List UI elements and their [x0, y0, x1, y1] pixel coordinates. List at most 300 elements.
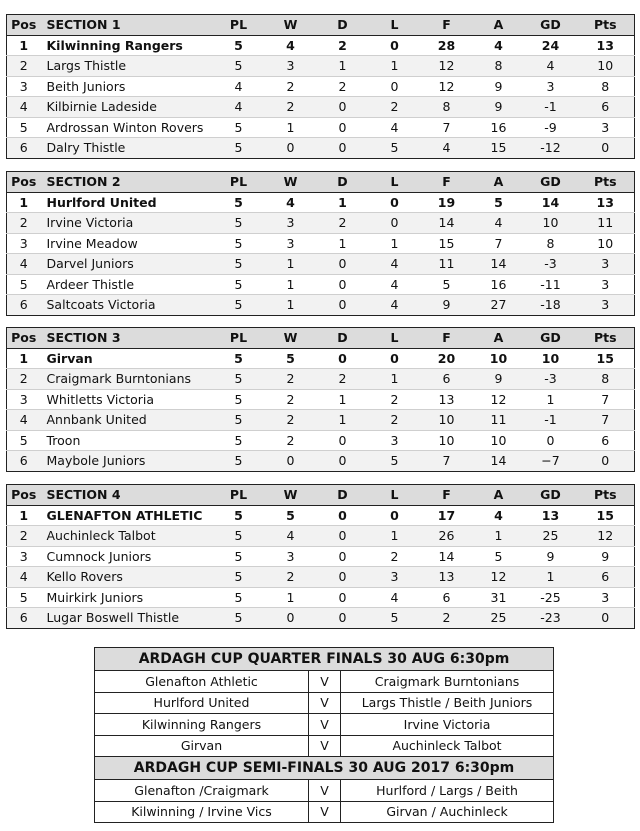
cell-pts: 13: [577, 192, 635, 213]
cell-f: 6: [421, 587, 473, 608]
away-team: Largs Thistle / Beith Juniors: [341, 692, 554, 714]
cell-team: Cumnock Juniors: [41, 546, 213, 567]
cell-gd: 10: [525, 213, 577, 234]
cell-gd: 3: [525, 76, 577, 97]
cell-pos: 5: [7, 274, 41, 295]
cell-gd: -1: [525, 97, 577, 118]
cell-d: 0: [317, 138, 369, 159]
cell-pos: 6: [7, 138, 41, 159]
table-row: [7, 369, 635, 390]
cell-a: 4: [473, 213, 525, 234]
section-title: SECTION 1: [41, 15, 213, 36]
cell-f: 7: [421, 117, 473, 138]
cell-w: 1: [265, 295, 317, 316]
cell-l: 0: [369, 213, 421, 234]
away-team: Hurlford / Largs / Beith: [341, 780, 554, 802]
cell-w: 2: [265, 76, 317, 97]
table-row: [7, 117, 635, 138]
cell-gd: 13: [525, 505, 577, 526]
cell-l: 1: [369, 369, 421, 390]
cell-pts: 12: [577, 526, 635, 547]
cell-f: 14: [421, 546, 473, 567]
cell-f: 10: [421, 430, 473, 451]
cell-team: Craigmark Burntonians: [41, 369, 213, 390]
cell-d: 1: [317, 389, 369, 410]
cell-gd: -1: [525, 410, 577, 431]
cell-d: 1: [317, 410, 369, 431]
cell-f: 28: [421, 35, 473, 56]
cell-l: 0: [369, 192, 421, 213]
cell-l: 3: [369, 430, 421, 451]
cell-pl: 5: [213, 35, 265, 56]
cell-f: 17: [421, 505, 473, 526]
cell-team: Ardrossan Winton Rovers: [41, 117, 213, 138]
cell-gd: 24: [525, 35, 577, 56]
cell-f: 10: [421, 410, 473, 431]
cell-l: 2: [369, 546, 421, 567]
cell-d: 2: [317, 35, 369, 56]
table-row: [7, 295, 635, 316]
cell-f: 11: [421, 254, 473, 275]
cell-gd: 9: [525, 546, 577, 567]
semi-finals-title: ARDAGH CUP SEMI-FINALS 30 AUG 2017 6:30pm: [95, 757, 554, 780]
col-pos: Pos: [7, 485, 41, 506]
cell-pts: 3: [577, 117, 635, 138]
cell-a: 5: [473, 192, 525, 213]
col-gd: GD: [525, 328, 577, 349]
versus: V: [309, 801, 341, 823]
table-row: [7, 274, 635, 295]
col-pl: PL: [213, 328, 265, 349]
cell-w: 1: [265, 587, 317, 608]
cell-f: 12: [421, 56, 473, 77]
cell-gd: -9: [525, 117, 577, 138]
cell-a: 1: [473, 526, 525, 547]
table-row: [7, 233, 635, 254]
col-a: A: [473, 15, 525, 36]
cell-w: 2: [265, 97, 317, 118]
cell-a: 15: [473, 138, 525, 159]
cell-pts: 6: [577, 567, 635, 588]
cell-gd: 10: [525, 348, 577, 369]
col-f: F: [421, 15, 473, 36]
cell-w: 2: [265, 410, 317, 431]
cell-gd: -25: [525, 587, 577, 608]
versus: V: [309, 735, 341, 757]
section-title: SECTION 3: [41, 328, 213, 349]
cell-pos: 1: [7, 192, 41, 213]
cell-a: 10: [473, 430, 525, 451]
cell-f: 9: [421, 295, 473, 316]
versus: V: [309, 714, 341, 736]
col-l: L: [369, 15, 421, 36]
col-f: F: [421, 485, 473, 506]
cell-team: Irvine Victoria: [41, 213, 213, 234]
fixture-row: [95, 671, 554, 693]
cell-d: 2: [317, 76, 369, 97]
cell-f: 14: [421, 213, 473, 234]
col-d: D: [317, 485, 369, 506]
cell-a: 27: [473, 295, 525, 316]
cell-d: 2: [317, 369, 369, 390]
cell-gd: -3: [525, 254, 577, 275]
cell-gd: 1: [525, 389, 577, 410]
cell-pl: 5: [213, 348, 265, 369]
cell-d: 0: [317, 608, 369, 629]
cell-f: 12: [421, 76, 473, 97]
home-team: Kilwinning Rangers: [95, 714, 309, 736]
ardagh-cup-fixtures: [94, 647, 554, 823]
cell-pl: 4: [213, 97, 265, 118]
cell-l: 5: [369, 138, 421, 159]
col-w: W: [265, 15, 317, 36]
table-header: [7, 172, 635, 193]
cell-pts: 8: [577, 76, 635, 97]
cell-w: 3: [265, 56, 317, 77]
cell-a: 4: [473, 505, 525, 526]
cell-f: 15: [421, 233, 473, 254]
table-row: [7, 192, 635, 213]
cell-l: 5: [369, 451, 421, 472]
cell-f: 4: [421, 138, 473, 159]
cell-pl: 5: [213, 369, 265, 390]
col-w: W: [265, 328, 317, 349]
cell-gd: -12: [525, 138, 577, 159]
cell-pl: 5: [213, 526, 265, 547]
col-f: F: [421, 328, 473, 349]
cell-w: 5: [265, 505, 317, 526]
cell-d: 1: [317, 192, 369, 213]
cell-w: 1: [265, 274, 317, 295]
col-a: A: [473, 328, 525, 349]
cell-pts: 3: [577, 587, 635, 608]
cell-d: 1: [317, 233, 369, 254]
cell-pl: 5: [213, 56, 265, 77]
cell-gd: 1: [525, 567, 577, 588]
fixture-row: [95, 780, 554, 802]
cell-team: Lugar Boswell Thistle: [41, 608, 213, 629]
col-w: W: [265, 172, 317, 193]
cell-pos: 2: [7, 526, 41, 547]
cell-a: 9: [473, 76, 525, 97]
cell-pl: 5: [213, 567, 265, 588]
table-row: [7, 505, 635, 526]
home-team: Glenafton Athletic: [95, 671, 309, 693]
cell-l: 0: [369, 505, 421, 526]
cell-pts: 10: [577, 233, 635, 254]
col-l: L: [369, 485, 421, 506]
versus: V: [309, 780, 341, 802]
cell-pos: 3: [7, 389, 41, 410]
table-row: [7, 138, 635, 159]
section-title: SECTION 4: [41, 485, 213, 506]
cell-team: GLENAFTON ATHLETIC: [41, 505, 213, 526]
cell-d: 0: [317, 117, 369, 138]
cell-a: 4: [473, 35, 525, 56]
cell-pl: 5: [213, 274, 265, 295]
table-row: [7, 254, 635, 275]
fixture-row: [95, 692, 554, 714]
cell-w: 4: [265, 192, 317, 213]
cell-pl: 5: [213, 505, 265, 526]
cell-team: Beith Juniors: [41, 76, 213, 97]
home-team: Girvan: [95, 735, 309, 757]
cell-a: 10: [473, 348, 525, 369]
col-a: A: [473, 172, 525, 193]
cell-d: 0: [317, 451, 369, 472]
table-header: [7, 485, 635, 506]
cell-a: 8: [473, 56, 525, 77]
cell-l: 4: [369, 254, 421, 275]
table-header: [7, 15, 635, 36]
section-1-table: [6, 14, 635, 159]
home-team: Kilwinning / Irvine Vics: [95, 801, 309, 823]
cell-l: 1: [369, 233, 421, 254]
col-d: D: [317, 172, 369, 193]
cell-pl: 5: [213, 213, 265, 234]
cell-pts: 3: [577, 295, 635, 316]
cell-pos: 2: [7, 213, 41, 234]
col-l: L: [369, 172, 421, 193]
cell-pos: 4: [7, 97, 41, 118]
col-gd: GD: [525, 15, 577, 36]
table-row: [7, 567, 635, 588]
cell-pts: 7: [577, 410, 635, 431]
col-pts: Pts: [577, 485, 635, 506]
col-pts: Pts: [577, 15, 635, 36]
table-row: [7, 35, 635, 56]
cell-team: Hurlford United: [41, 192, 213, 213]
section-4-table: [6, 484, 635, 629]
cell-d: 0: [317, 295, 369, 316]
cell-pts: 0: [577, 608, 635, 629]
col-w: W: [265, 485, 317, 506]
cell-pts: 3: [577, 254, 635, 275]
table-row: [7, 608, 635, 629]
cell-d: 0: [317, 254, 369, 275]
cell-l: 4: [369, 295, 421, 316]
cell-w: 1: [265, 117, 317, 138]
fixture-row: [95, 735, 554, 757]
cell-w: 1: [265, 254, 317, 275]
cell-pos: 2: [7, 369, 41, 390]
cell-gd: 14: [525, 192, 577, 213]
cell-a: 14: [473, 451, 525, 472]
cell-l: 2: [369, 389, 421, 410]
cell-d: 0: [317, 567, 369, 588]
cell-gd: −7: [525, 451, 577, 472]
away-team: Girvan / Auchinleck: [341, 801, 554, 823]
cell-team: Muirkirk Juniors: [41, 587, 213, 608]
cell-gd: -23: [525, 608, 577, 629]
cell-pos: 6: [7, 608, 41, 629]
cell-pl: 5: [213, 233, 265, 254]
cell-a: 9: [473, 97, 525, 118]
col-f: F: [421, 172, 473, 193]
cell-d: 0: [317, 526, 369, 547]
cell-pts: 3: [577, 274, 635, 295]
section-2-table: [6, 171, 635, 316]
cell-f: 6: [421, 369, 473, 390]
cell-pos: 5: [7, 117, 41, 138]
col-pos: Pos: [7, 15, 41, 36]
cell-pl: 5: [213, 587, 265, 608]
cell-pl: 5: [213, 410, 265, 431]
cell-pts: 7: [577, 389, 635, 410]
cell-d: 0: [317, 348, 369, 369]
cell-l: 4: [369, 117, 421, 138]
cell-a: 11: [473, 410, 525, 431]
cell-team: Ardeer Thistle: [41, 274, 213, 295]
cell-pos: 5: [7, 430, 41, 451]
table-row: [7, 76, 635, 97]
versus: V: [309, 671, 341, 693]
col-pos: Pos: [7, 328, 41, 349]
cell-w: 3: [265, 233, 317, 254]
cell-pos: 4: [7, 567, 41, 588]
col-pts: Pts: [577, 328, 635, 349]
cell-d: 0: [317, 587, 369, 608]
cell-team: Kello Rovers: [41, 567, 213, 588]
table-row: [7, 451, 635, 472]
cell-f: 13: [421, 389, 473, 410]
cell-f: 8: [421, 97, 473, 118]
cell-team: Girvan: [41, 348, 213, 369]
col-a: A: [473, 485, 525, 506]
table-row: [7, 389, 635, 410]
table-row: [7, 56, 635, 77]
cell-pts: 8: [577, 369, 635, 390]
cell-l: 3: [369, 567, 421, 588]
section-title: SECTION 2: [41, 172, 213, 193]
cell-team: Troon: [41, 430, 213, 451]
home-team: Hurlford United: [95, 692, 309, 714]
cell-team: Kilbirnie Ladeside: [41, 97, 213, 118]
versus: V: [309, 692, 341, 714]
cell-f: 26: [421, 526, 473, 547]
cell-gd: 25: [525, 526, 577, 547]
cell-a: 25: [473, 608, 525, 629]
cell-w: 0: [265, 608, 317, 629]
cell-d: 0: [317, 546, 369, 567]
cell-team: Dalry Thistle: [41, 138, 213, 159]
cell-team: Saltcoats Victoria: [41, 295, 213, 316]
cell-l: 4: [369, 274, 421, 295]
cell-w: 4: [265, 526, 317, 547]
away-team: Craigmark Burntonians: [341, 671, 554, 693]
cell-team: Whitletts Victoria: [41, 389, 213, 410]
cell-team: Maybole Juniors: [41, 451, 213, 472]
cell-d: 2: [317, 213, 369, 234]
cell-a: 12: [473, 567, 525, 588]
table-row: [7, 587, 635, 608]
cell-l: 0: [369, 348, 421, 369]
table-row: [7, 213, 635, 234]
home-team: Glenafton /Craigmark: [95, 780, 309, 802]
cell-team: Darvel Juniors: [41, 254, 213, 275]
table-row: [7, 410, 635, 431]
fixture-row: [95, 801, 554, 823]
away-team: Auchinleck Talbot: [341, 735, 554, 757]
cell-pos: 3: [7, 76, 41, 97]
cell-pl: 5: [213, 389, 265, 410]
col-l: L: [369, 328, 421, 349]
col-gd: GD: [525, 485, 577, 506]
cell-f: 7: [421, 451, 473, 472]
section-3-table: [6, 327, 635, 472]
cell-d: 0: [317, 430, 369, 451]
away-team: Irvine Victoria: [341, 714, 554, 736]
table-header: [7, 328, 635, 349]
cell-w: 5: [265, 348, 317, 369]
cell-f: 2: [421, 608, 473, 629]
cell-l: 0: [369, 35, 421, 56]
cell-a: 9: [473, 369, 525, 390]
cell-l: 2: [369, 97, 421, 118]
cell-pts: 13: [577, 35, 635, 56]
cell-pts: 15: [577, 505, 635, 526]
cell-a: 16: [473, 117, 525, 138]
cell-pl: 5: [213, 608, 265, 629]
cell-d: 0: [317, 97, 369, 118]
cell-pl: 5: [213, 138, 265, 159]
col-pos: Pos: [7, 172, 41, 193]
cell-pts: 0: [577, 138, 635, 159]
cell-l: 0: [369, 76, 421, 97]
cell-w: 0: [265, 451, 317, 472]
cell-f: 5: [421, 274, 473, 295]
cell-pos: 6: [7, 451, 41, 472]
col-pl: PL: [213, 15, 265, 36]
cell-gd: -18: [525, 295, 577, 316]
cell-pts: 10: [577, 56, 635, 77]
cell-pos: 3: [7, 233, 41, 254]
col-pl: PL: [213, 172, 265, 193]
table-row: [7, 526, 635, 547]
cell-pos: 6: [7, 295, 41, 316]
cell-w: 0: [265, 138, 317, 159]
cell-pts: 6: [577, 97, 635, 118]
cell-pl: 5: [213, 546, 265, 567]
cell-pos: 1: [7, 348, 41, 369]
cell-w: 2: [265, 369, 317, 390]
cell-pos: 3: [7, 546, 41, 567]
cell-pts: 6: [577, 430, 635, 451]
cell-w: 2: [265, 389, 317, 410]
cell-pos: 4: [7, 254, 41, 275]
cell-d: 0: [317, 505, 369, 526]
table-row: [7, 430, 635, 451]
cell-pos: 2: [7, 56, 41, 77]
col-d: D: [317, 15, 369, 36]
col-pl: PL: [213, 485, 265, 506]
cell-gd: -11: [525, 274, 577, 295]
table-row: [7, 348, 635, 369]
fixture-row: [95, 714, 554, 736]
cell-l: 1: [369, 526, 421, 547]
cell-pos: 1: [7, 35, 41, 56]
cell-pts: 11: [577, 213, 635, 234]
cell-a: 7: [473, 233, 525, 254]
cell-w: 4: [265, 35, 317, 56]
cell-a: 5: [473, 546, 525, 567]
cell-d: 1: [317, 56, 369, 77]
cell-pl: 5: [213, 254, 265, 275]
cell-pl: 4: [213, 76, 265, 97]
cell-pos: 5: [7, 587, 41, 608]
cell-pl: 5: [213, 295, 265, 316]
cell-w: 3: [265, 546, 317, 567]
